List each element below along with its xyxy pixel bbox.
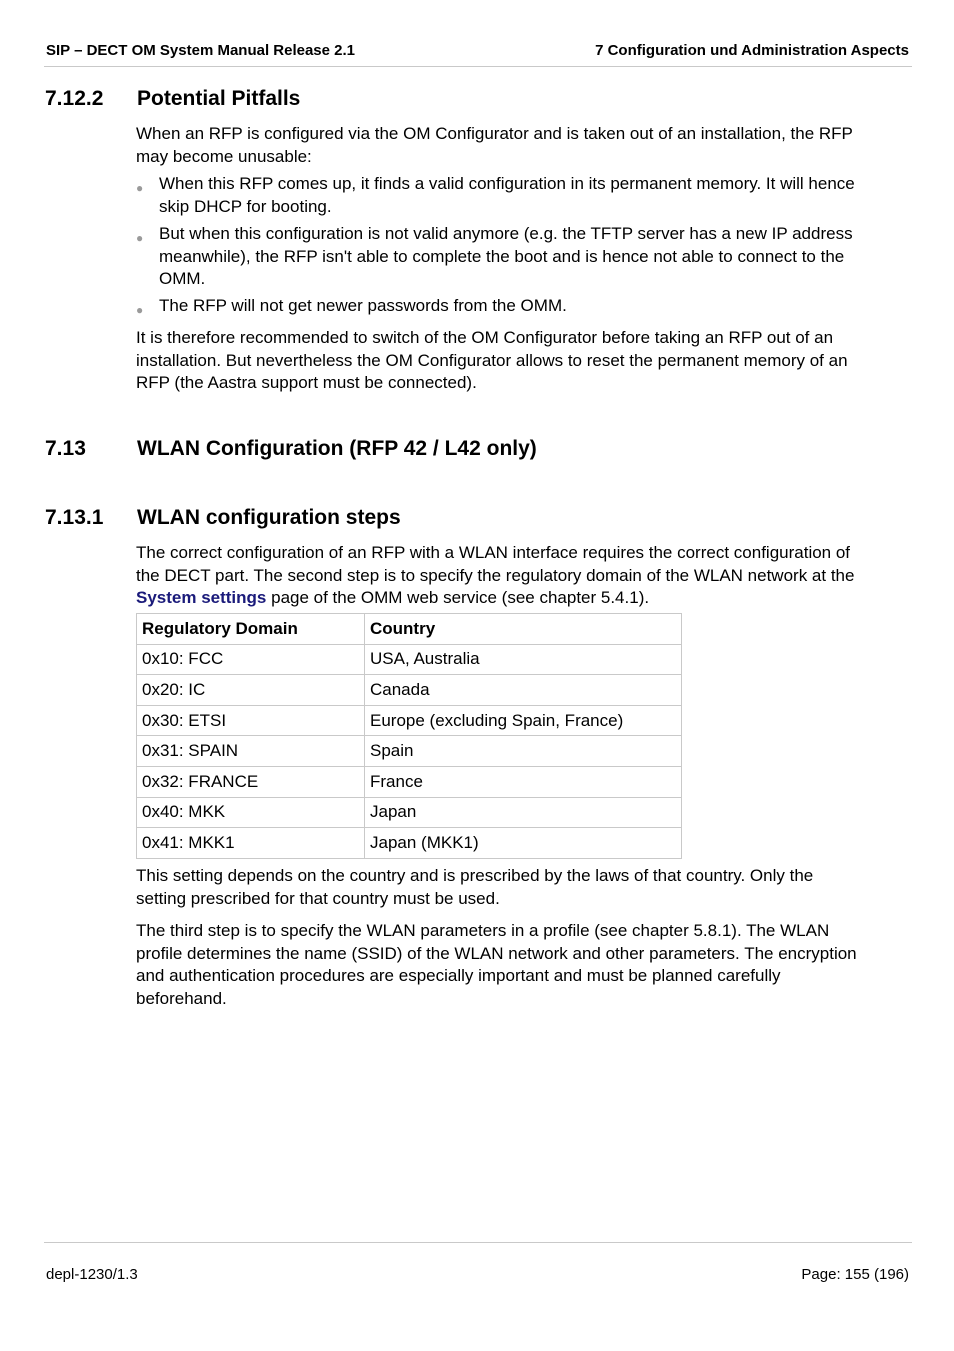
intro-text-before-link: The correct configuration of an RFP with a WLAN interface requires the correct configuration of the DECT part. The second step is to specify the regulatory domain of the WLAN network at the xyxy=(136,543,855,585)
table-row xyxy=(137,797,682,828)
bullet-item xyxy=(136,173,866,218)
table-header-row xyxy=(137,614,682,645)
table-cell-country: France xyxy=(365,766,682,797)
regulatory-domain-table xyxy=(136,613,682,859)
table-row xyxy=(137,828,682,859)
table-row xyxy=(137,736,682,767)
table-cell-domain: 0x41: MKK1 xyxy=(137,828,365,859)
bullet-text: The RFP will not get newer passwords from the OMM. xyxy=(159,296,567,315)
heading-title: WLAN Configuration (RFP 42 / L42 only) xyxy=(137,437,537,460)
table-row xyxy=(137,644,682,675)
table-row xyxy=(137,766,682,797)
table-cell-country: Japan xyxy=(365,797,682,828)
column-header-regulatory-domain: Regulatory Domain xyxy=(137,614,365,645)
heading-title: Potential Pitfalls xyxy=(137,87,301,110)
table-cell-country: Europe (excluding Spain, France) xyxy=(365,705,682,736)
table-cell-domain: 0x20: IC xyxy=(137,675,365,706)
paragraph-wlan-intro xyxy=(136,542,866,610)
footer-document-id: depl-1230/1.3 xyxy=(46,1266,138,1283)
table-cell-domain: 0x40: MKK xyxy=(137,797,365,828)
header-divider xyxy=(44,66,912,67)
table-cell-domain: 0x31: SPAIN xyxy=(137,736,365,767)
table-cell-country: Spain xyxy=(365,736,682,767)
heading-number: 7.13.1 xyxy=(45,506,104,529)
header-document-title: SIP – DECT OM System Manual Release 2.1 xyxy=(46,42,356,59)
table-row xyxy=(137,675,682,706)
column-header-country: Country xyxy=(365,614,682,645)
bullet-item xyxy=(136,223,866,291)
table-row xyxy=(137,705,682,736)
paragraph-pitfalls-closing: It is therefore recommended to switch of the OM Configurator before taking an RFP out of an installation. But nevertheless the OM Configurator allows to reset the permanent memory of an RFP (the Aastra support must be connected). xyxy=(136,328,848,392)
table-cell-country: Japan (MKK1) xyxy=(365,828,682,859)
table-cell-country: Canada xyxy=(365,675,682,706)
footer-divider xyxy=(44,1242,912,1243)
table-cell-domain: 0x10: FCC xyxy=(137,644,365,675)
bullet-icon: ● xyxy=(136,231,144,245)
paragraph-third-step: The third step is to specify the WLAN parameters in a profile (see chapter 5.8.1). The WLAN profile determines the name (SSID) of the WLAN network and other parameters. The encryption and authentication procedures are especially important and must be planned carefully beforehand. xyxy=(136,921,857,1008)
heading-7-13-1 xyxy=(45,506,401,530)
bullet-text: When this RFP comes up, it finds a valid configuration in its permanent memory. It will hence skip DHCP for booting. xyxy=(159,174,855,216)
heading-7-12-2 xyxy=(45,87,300,111)
bullet-icon: ● xyxy=(136,303,144,317)
bullet-icon: ● xyxy=(136,181,144,195)
table-cell-domain: 0x30: ETSI xyxy=(137,705,365,736)
header-chapter-title: 7 Configuration und Administration Aspects xyxy=(595,42,909,59)
heading-number: 7.13 xyxy=(45,437,86,460)
intro-text-after-link: page of the OMM web service (see chapter 5.4.1). xyxy=(266,588,650,607)
system-settings-link[interactable]: System settings xyxy=(136,588,267,607)
paragraph-pitfalls-intro: When an RFP is configured via the OM Configurator and is taken out of an installation, the RFP may become unusable: xyxy=(136,124,853,166)
heading-number: 7.12.2 xyxy=(45,87,104,110)
table-cell-country: USA, Australia xyxy=(365,644,682,675)
table-cell-domain: 0x32: FRANCE xyxy=(137,766,365,797)
bullet-item xyxy=(136,295,866,318)
footer-page-number: Page: 155 (196) xyxy=(801,1266,909,1283)
bullet-text: But when this configuration is not valid anymore (e.g. the TFTP server has a new IP address meanwhile), the RFP isn't able to complete the boot and is hence not able to connect to the OMM. xyxy=(159,224,853,288)
heading-title: WLAN configuration steps xyxy=(137,506,401,529)
paragraph-after-table: This setting depends on the country and is prescribed by the laws of that country. Only the setting prescribed for that country must be used. xyxy=(136,866,814,908)
heading-7-13 xyxy=(45,437,537,461)
